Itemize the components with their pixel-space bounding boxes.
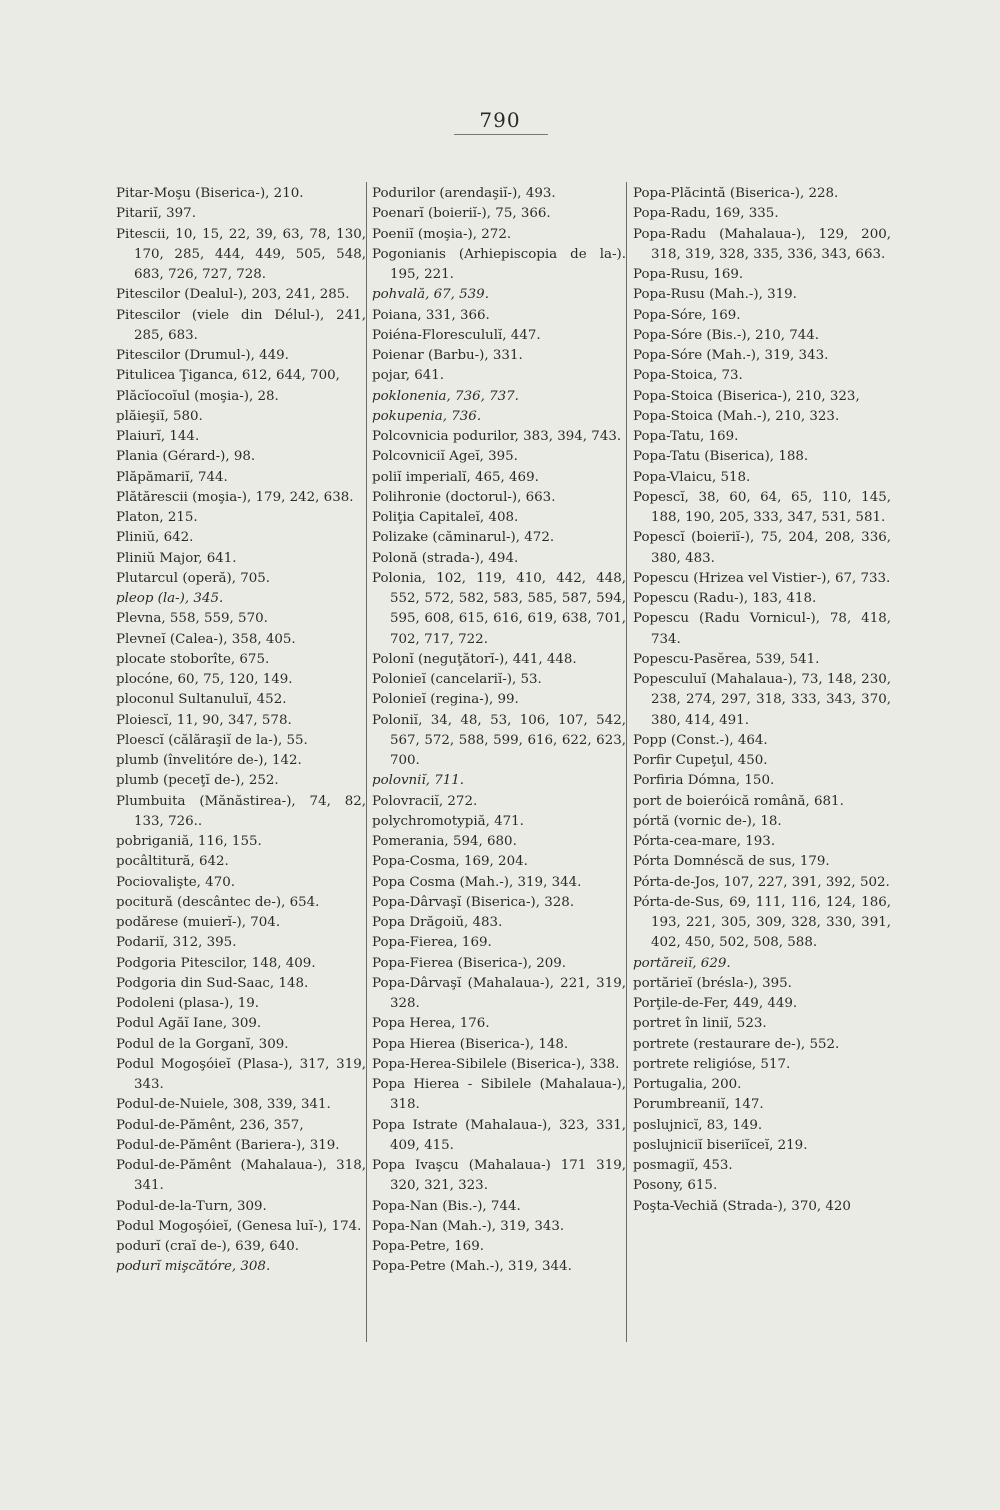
index-entry: Podul-de-Pămênt (Mahalaua-), 318, 341. <box>116 1158 366 1194</box>
index-entry: Popa Cosma (Mah.-), 319, 344. <box>372 874 582 890</box>
index-entry: Popa-Dârvaşĭ (Biserica-), 328. <box>372 894 575 910</box>
index-entry: Popa-Sóre, 169. <box>633 307 741 323</box>
index-entry: Podul-de-la-Turn, 309. <box>116 1198 267 1214</box>
index-entry: Poenarĭ (boieriĭ-), 75, 366. <box>372 206 551 222</box>
index-entry: pobriganiă, 116, 155. <box>116 834 262 849</box>
index-entry: Popa-Petre, 169. <box>372 1239 484 1254</box>
index-entry: Podariĭ, 312, 395. <box>116 935 237 951</box>
index-column-2 <box>372 184 626 1278</box>
index-entry: Popa-Dârvaşĭ (Mahalaua-), 221, 319, 328. <box>372 975 626 1011</box>
index-entry: Poliţia Capitaleĭ, 408. <box>372 510 519 525</box>
index-entry: Popesculuĭ (Mahalaua-), 73, 148, 230, 238, 274, 297, 318, 333, 343, 370, 380, 414, 491. <box>633 672 891 728</box>
index-entry: podurĭ mişcătóre, 308. <box>116 1259 271 1275</box>
index-entry: Popa Drăgoiŭ, 483. <box>372 915 503 930</box>
index-entry: Podgoria din Sud-Saac, 148. <box>116 975 309 991</box>
index-entry: Popescu (Hrizea vel Vistier-), 67, 733. <box>633 570 891 586</box>
index-entry: Popa Hierea - Sibilele (Mahalaua-), 318. <box>372 1077 626 1113</box>
index-entry: Pitescilor (Dealul-), 203, 241, 285. <box>116 287 350 303</box>
index-entry: Pórta-de-Jos, 107, 227, 391, 392, 502. <box>633 874 890 890</box>
index-entry: Popa Ivaşcu (Mahalaua-) 171 319, 320, 321, 323. <box>372 1158 626 1194</box>
index-entry: portăreiĭ, 629. <box>633 955 731 971</box>
index-entry: Popescu (Radu-), 183, 418. <box>633 591 817 606</box>
index-entry: Plaiurĭ, 144. <box>116 429 200 444</box>
index-entry: Popa-Stoica, 73. <box>633 368 743 384</box>
index-entry: Popa Herea, 176. <box>372 1016 490 1032</box>
index-entry: Popa-Sóre (Bis.-), 210, 744. <box>633 327 820 343</box>
index-entry: Pomerania, 594, 680. <box>372 834 517 849</box>
index-entry: Polonieĭ (regina-), 99. <box>372 692 519 708</box>
index-entry: podărese (muierĭ-), 704. <box>116 915 281 930</box>
index-entry: Poloniĭ, 34, 48, 53, 106, 107, 542, 567, 572, 588, 599, 616, 622, 623, 700. <box>372 712 626 768</box>
index-entry: Pitar-Moşu (Biserica-), 210. <box>116 186 304 201</box>
index-entry: Popa Hierea (Biserica-), 148. <box>372 1036 569 1052</box>
index-entry: Plăcĭocoĭul (moşia-), 28. <box>116 388 279 404</box>
index-entry: portret în liniĭ, 523. <box>633 1016 767 1032</box>
index-entry: Popa-Rusu (Mah.-), 319. <box>633 287 797 303</box>
index-entry: poslujniciĭ biseriĭceĭ, 219. <box>633 1137 808 1153</box>
index-entry: Popa-Tatu (Biserica), 188. <box>633 449 809 465</box>
index-entry: pokupenia, 736. <box>372 408 482 424</box>
index-entry: Popa-Nan (Bis.-), 744. <box>372 1198 521 1214</box>
index-entry: pleop (la-), 345. <box>116 591 224 606</box>
index-entry: Podul Mogoşóieĭ (Plasa-), 317, 319, 343. <box>116 1056 366 1092</box>
index-entry: pojar, 641. <box>372 368 445 384</box>
index-entry: Podul de la Gorganĭ, 309. <box>116 1036 289 1052</box>
index-entry: Plutarcul (operă), 705. <box>116 570 271 586</box>
index-entry: Popa-Tatu, 169. <box>633 429 739 444</box>
index-entry: Polonieĭ (cancelariĭ-), 53. <box>372 672 542 687</box>
index-entry: Popa-Fierea (Biserica-), 209. <box>372 955 567 971</box>
index-entry: Plăpămariĭ, 744. <box>116 469 228 485</box>
index-entry: Polovraciĭ, 272. <box>372 793 478 809</box>
index-entry: Polihronie (doctorul-), 663. <box>372 489 556 505</box>
index-entry: Polizake (căminarul-), 472. <box>372 530 555 546</box>
index-entry: Podurilor (arendaşiĭ-), 493. <box>372 186 556 201</box>
index-entry: Pitescilor (Drumul-), 449. <box>116 348 289 363</box>
index-entry: Pitariĭ, 397. <box>116 206 196 222</box>
index-entry: Popa-Radu (Mahalaua-), 129, 200, 318, 319, 328, 335, 336, 343, 663. <box>633 226 891 262</box>
index-entry: Poeniĭ (moşia-), 272. <box>372 226 512 242</box>
index-entry: Popa-Radu, 169, 335. <box>633 206 779 222</box>
index-entry: Popa-Stoica (Biserica-), 210, 323, <box>633 388 860 404</box>
index-entry: Podul Agăĭ Iane, 309. <box>116 1016 262 1032</box>
index-entry: polychromotypiă, 471. <box>372 813 524 829</box>
index-entry: portrete religióse, 517. <box>633 1056 791 1072</box>
index-entry: Polonă (strada-), 494. <box>372 550 519 566</box>
index-entry: portrete (restaurare de-), 552. <box>633 1036 840 1052</box>
index-entry: Polcovnicia podurilor, 383, 394, 743. <box>372 429 622 444</box>
index-entry: pórtă (vornic de-), 18. <box>633 813 782 829</box>
index-entry: Poiéna-Florescululĭ, 447. <box>372 327 541 343</box>
index-entry: Podoleni (plasa-), 19. <box>116 996 260 1011</box>
index-entry: Podul-de-Pămênt (Bariera-), 319. <box>116 1137 340 1153</box>
index-entry: Porţile-de-Fer, 449, 449. <box>633 996 798 1011</box>
index-entry: Podul-de-Pămênt, 236, 357, <box>116 1117 304 1133</box>
index-entry: Popescĭ, 38, 60, 64, 65, 110, 145, 188, 190, 205, 333, 347, 531, 581. <box>633 489 891 525</box>
index-entry: plocóne, 60, 75, 120, 149. <box>116 672 293 687</box>
index-entry: Polonĭ (neguţătorĭ-), 441, 448. <box>372 651 577 667</box>
index-entry: Plătărescii (moşia-), 179, 242, 638. <box>116 489 354 505</box>
index-entry: Pogonianis (Arhiepiscopia de la-). 195, 221. <box>372 246 626 282</box>
index-entry: Pitulicea Ţiganca, 612, 644, 700, <box>116 368 340 384</box>
index-entry: Popa Istrate (Mahalaua-), 323, 331, 409, 415. <box>372 1117 626 1153</box>
index-column-3 <box>633 184 891 1217</box>
index-entry: plăieşiĭ, 580. <box>116 408 203 424</box>
index-entry: Ploiescĭ, 11, 90, 347, 578. <box>116 712 292 728</box>
index-entry: pohvală, 67, 539. <box>372 287 489 303</box>
index-entry: Plevna, 558, 559, 570. <box>116 611 268 627</box>
index-entry: poliĭ imperialĭ, 465, 469. <box>372 469 539 485</box>
index-entry: Polonia, 102, 119, 410, 442, 448, 552, 572, 582, 583, 585, 587, 594, 595, 608, 615, 616, 619, 638, 701, 702, 717, 722. <box>372 570 626 647</box>
index-entry: Podgoria Pitescilor, 148, 409. <box>116 955 316 971</box>
index-entry: Popescu-Pasĕrea, 539, 541. <box>633 651 820 667</box>
index-entry: port de boieróică română, 681. <box>633 793 844 809</box>
index-entry: Popa-Nan (Mah.-), 319, 343. <box>372 1218 565 1234</box>
index-entry: portărieĭ (brésla-), 395. <box>633 975 792 991</box>
index-entry: Popa-Rusu, 169. <box>633 267 744 282</box>
index-entry: Polcovniciĭ Ageĭ, 395. <box>372 449 518 465</box>
page-number: 790 <box>479 108 521 132</box>
index-entry: Poşta-Vechiă (Strada-), 370, 420 <box>633 1198 851 1214</box>
index-entry: Pociovalişte, 470. <box>116 874 235 890</box>
index-entry: posmagiĭ, 453. <box>633 1158 733 1173</box>
index-entry: Porfir Cupeţul, 450. <box>633 753 768 768</box>
index-entry: Plevneĭ (Calea-), 358, 405. <box>116 631 296 647</box>
index-entry: Poienar (Barbu-), 331. <box>372 348 523 363</box>
index-entry: Popa-Vlaicu, 518. <box>633 469 751 485</box>
column-divider-2 <box>626 182 627 1342</box>
index-entry: Pórta-de-Sus, 69, 111, 116, 124, 186, 193, 221, 305, 309, 328, 330, 391, 402, 450, 502, 508, 588. <box>633 894 891 951</box>
index-entry: Popescĭ (boieriĭ-), 75, 204, 208, 336, 380, 483. <box>633 530 891 566</box>
index-entry: plumb (peceţĭ de-), 252. <box>116 773 279 789</box>
index-entry: Pliniŭ, 642. <box>116 530 194 546</box>
index-entry: polovniĭ, 711. <box>372 773 465 789</box>
index-entry: Popescu (Radu Vornicul-), 78, 418, 734. <box>633 611 891 647</box>
index-entry: Posony, 615. <box>633 1178 718 1194</box>
index-entry: Poiana, 331, 366. <box>372 307 490 323</box>
index-entry: ploconul Sultanuluĭ, 452. <box>116 692 287 708</box>
column-divider-1 <box>366 182 367 1342</box>
index-entry: Popa-Cosma, 169, 204. <box>372 854 528 870</box>
index-entry: Pitescii, 10, 15, 22, 39, 63, 78, 130, 170, 285, 444, 449, 505, 548, 683, 726, 727, 728. <box>116 226 366 282</box>
index-entry: Pliniŭ Major, 641. <box>116 550 237 566</box>
index-entry: Popa-Herea-Sibilele (Biserica-), 338. <box>372 1056 620 1072</box>
index-entry: Popa-Sóre (Mah.-), 319, 343. <box>633 348 829 363</box>
page-number-rule <box>454 134 548 135</box>
index-entry: poklonenia, 736, 737. <box>372 388 519 404</box>
index-entry: Platon, 215. <box>116 510 198 525</box>
index-entry: Podul Mogoşóieĭ, (Genesa luĭ-), 174. <box>116 1218 362 1234</box>
index-entry: poslujnicĭ, 83, 149. <box>633 1117 763 1133</box>
index-entry: Pórta-cea-mare, 193. <box>633 834 776 849</box>
index-entry: Portugalia, 200. <box>633 1077 742 1092</box>
index-entry: Popa-Plăcintă (Biserica-), 228. <box>633 186 839 201</box>
index-entry: Plumbuita (Mănăstirea-), 74, 82, 133, 726.. <box>116 793 366 829</box>
index-column-1 <box>116 184 366 1278</box>
index-entry: Pitescilor (viele din Délul-), 241, 285, 683. <box>116 307 366 343</box>
index-entry: Pórta Domnéscă de sus, 179. <box>633 854 830 870</box>
index-entry: Podul-de-Nuiele, 308, 339, 341. <box>116 1097 331 1113</box>
index-entry: Popa-Fierea, 169. <box>372 935 492 951</box>
index-entry: Popp (Const.-), 464. <box>633 732 768 748</box>
index-entry: Porfiria Dómna, 150. <box>633 773 775 789</box>
index-entry: Popa-Petre (Mah.-), 319, 344. <box>372 1259 572 1275</box>
index-entry: pocitură (descântec de-), 654. <box>116 894 320 910</box>
index-entry: podurĭ (craĭ de-), 639, 640. <box>116 1239 300 1254</box>
index-entry: Porumbreaniĭ, 147. <box>633 1097 764 1113</box>
index-entry: plocate stoborîte, 675. <box>116 651 270 667</box>
index-entry: Plania (Gérard-), 98. <box>116 449 256 465</box>
index-entry: plumb (învelitóre de-), 142. <box>116 753 302 768</box>
index-entry: Ploescĭ (călăraşiĭ de la-), 55. <box>116 732 308 748</box>
index-entry: pocâltitură, 642. <box>116 854 229 870</box>
index-entry: Popa-Stoica (Mah.-), 210, 323. <box>633 408 840 424</box>
